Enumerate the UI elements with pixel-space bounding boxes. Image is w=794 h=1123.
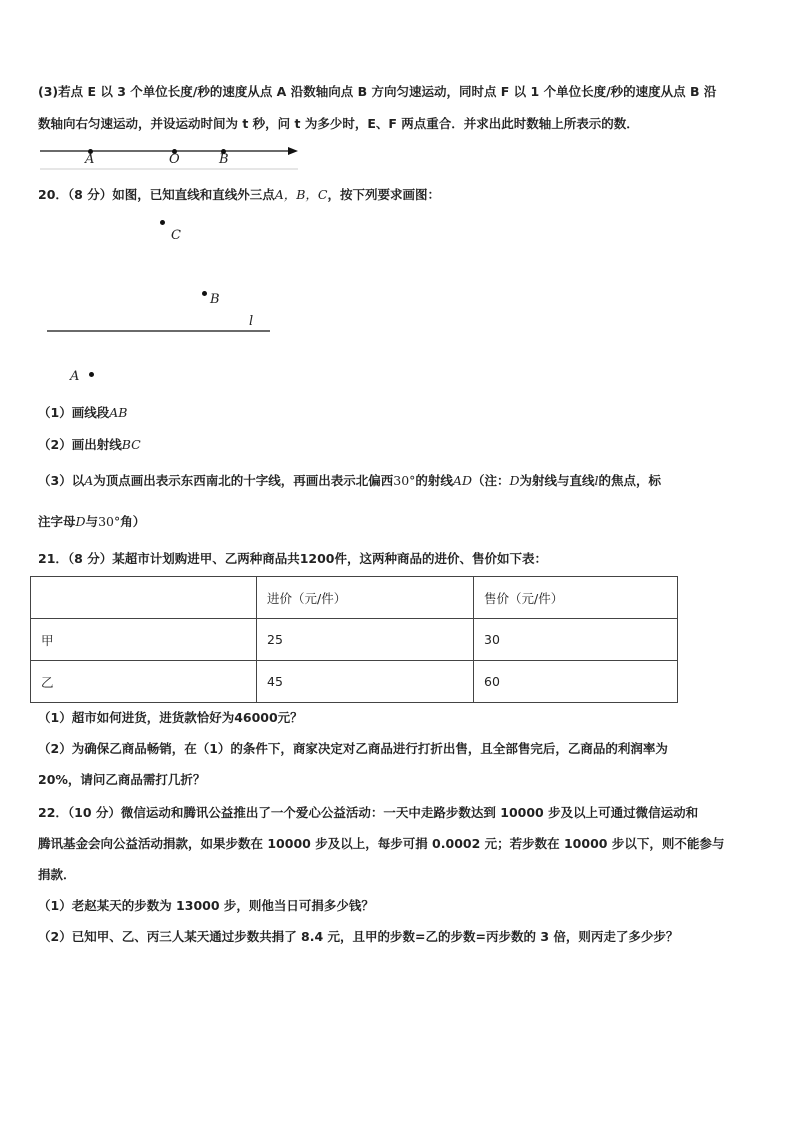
q22-q2: （2）已知甲、乙、丙三人某天通过步数共捐了 8.4 元，且甲的步数=乙的步数=丙步数的 3 倍，则丙走了多少步？ — [38, 929, 679, 944]
q20-item-3-line2-b: D — [75, 514, 86, 529]
q22-line3: 捐款． — [38, 867, 76, 882]
q22-q1: （1）老赵某天的步数为 13000 步，则他当日可捐多少钱？ — [38, 898, 374, 913]
label-b: B — [210, 292, 220, 307]
number-line-label-o: O — [169, 152, 180, 167]
q20-item-1 — [38, 404, 127, 422]
table-cell: 25 — [257, 619, 474, 661]
q20-header-tail: ，按下列要求画图： — [327, 187, 440, 202]
q20-item-3-c: 为顶点画出表示东西南北的十字线，再画出表示北偏西 — [93, 473, 394, 488]
point-a2-dot — [89, 372, 94, 377]
q20-item-3-line2-d: 30° — [98, 514, 121, 529]
q20-header — [38, 186, 440, 204]
q20-item-3-g: （注： — [471, 473, 510, 488]
q20-item-3-line2 — [38, 513, 145, 531]
table-row — [31, 619, 678, 661]
table-header-row — [31, 577, 678, 619]
q20-item-3-i: 为射线与直线 — [519, 473, 595, 488]
number-line-label-a: A — [85, 152, 95, 167]
q21-header: 21．（8 分）某超市计划购进甲、乙两种商品共1200件，这两种商品的进价、售价如下表： — [38, 551, 547, 566]
number-line-label-b: B — [219, 152, 229, 167]
q20-item-3-line2-c: 与 — [85, 514, 99, 529]
table-cell: 30 — [474, 619, 678, 661]
q19-part3-line2: 数轴向右匀速运动，并设运动时间为 t 秒，问 t 为多少时，E、F 两点重合．并求出此时数轴上所表示的数． — [38, 116, 639, 131]
table-cell: 60 — [474, 661, 678, 703]
table-cell: 乙 — [31, 661, 257, 703]
table-header-cell — [31, 577, 257, 619]
table-cell: 甲 — [31, 619, 257, 661]
q20-item-3-d: 30° — [393, 473, 416, 488]
q22-line1: 22．（10 分）微信运动和腾讯公益推出了一个爱心公益活动：一天中走路步数达到 10000 步及以上可通过微信运动和 — [38, 805, 699, 820]
q22-line2: 腾讯基金会向公益活动捐款，如果步数在 10000 步及以上，每步可捐 0.0002 元；若步数在 10000 步以下，则不能参与 — [38, 836, 725, 851]
q20-item-3-b: A — [84, 473, 94, 488]
table-row — [31, 661, 678, 703]
q20-item-3-j: l — [594, 473, 599, 488]
q20-item-3-a: （3）以 — [38, 473, 85, 488]
label-l: l — [249, 314, 254, 329]
q21-q2-line1: （2）为确保乙商品畅销，在（1）的条件下，商家决定对乙商品进行打折出售，且全部售完后，乙商品的利润率为 — [38, 741, 668, 756]
point-b2-dot — [202, 291, 207, 296]
q20-item-2-text: （2）画出射线 — [38, 437, 122, 452]
price-table — [30, 576, 678, 703]
number-line-arrow — [288, 147, 298, 155]
q20-item-1-math: AB — [109, 405, 128, 420]
q21-q1: （1）超市如何进货，进货款恰好为46000元？ — [38, 710, 303, 725]
q20-item-3-line1 — [38, 472, 661, 490]
table-header-cell: 进价（元/件） — [257, 577, 474, 619]
q20-item-2 — [38, 436, 141, 454]
label-c: C — [171, 228, 181, 243]
q20-item-3-f: AD — [452, 473, 472, 488]
q21-q2-line2: 20%，请问乙商品需打几折？ — [38, 772, 206, 787]
q20-points: A，B，C — [274, 187, 328, 202]
q20-item-3-e: 的射线 — [415, 473, 453, 488]
table-cell: 45 — [257, 661, 474, 703]
q20-item-3-h: D — [509, 473, 520, 488]
label-a: A — [70, 369, 80, 384]
q20-item-3-line2-e: 角） — [120, 514, 146, 529]
q20-item-3-line2-a: 注字母 — [38, 514, 76, 529]
q19-part3-line1: (3)若点 E 以 3 个单位长度/秒的速度从点 A 沿数轴向点 B 方向匀速运动，同时点 F 以 1 个单位长度/秒的速度从点 B 沿 — [38, 84, 717, 99]
q20-item-3-k: 的焦点，标 — [598, 473, 662, 488]
point-c-dot — [160, 220, 165, 225]
q20-header-text: 20．（8 分）如图，已知直线和直线外三点 — [38, 187, 275, 202]
q20-item-2-math: BC — [121, 437, 141, 452]
q20-item-1-text: （1）画线段 — [38, 405, 110, 420]
table-header-cell: 售价（元/件） — [474, 577, 678, 619]
